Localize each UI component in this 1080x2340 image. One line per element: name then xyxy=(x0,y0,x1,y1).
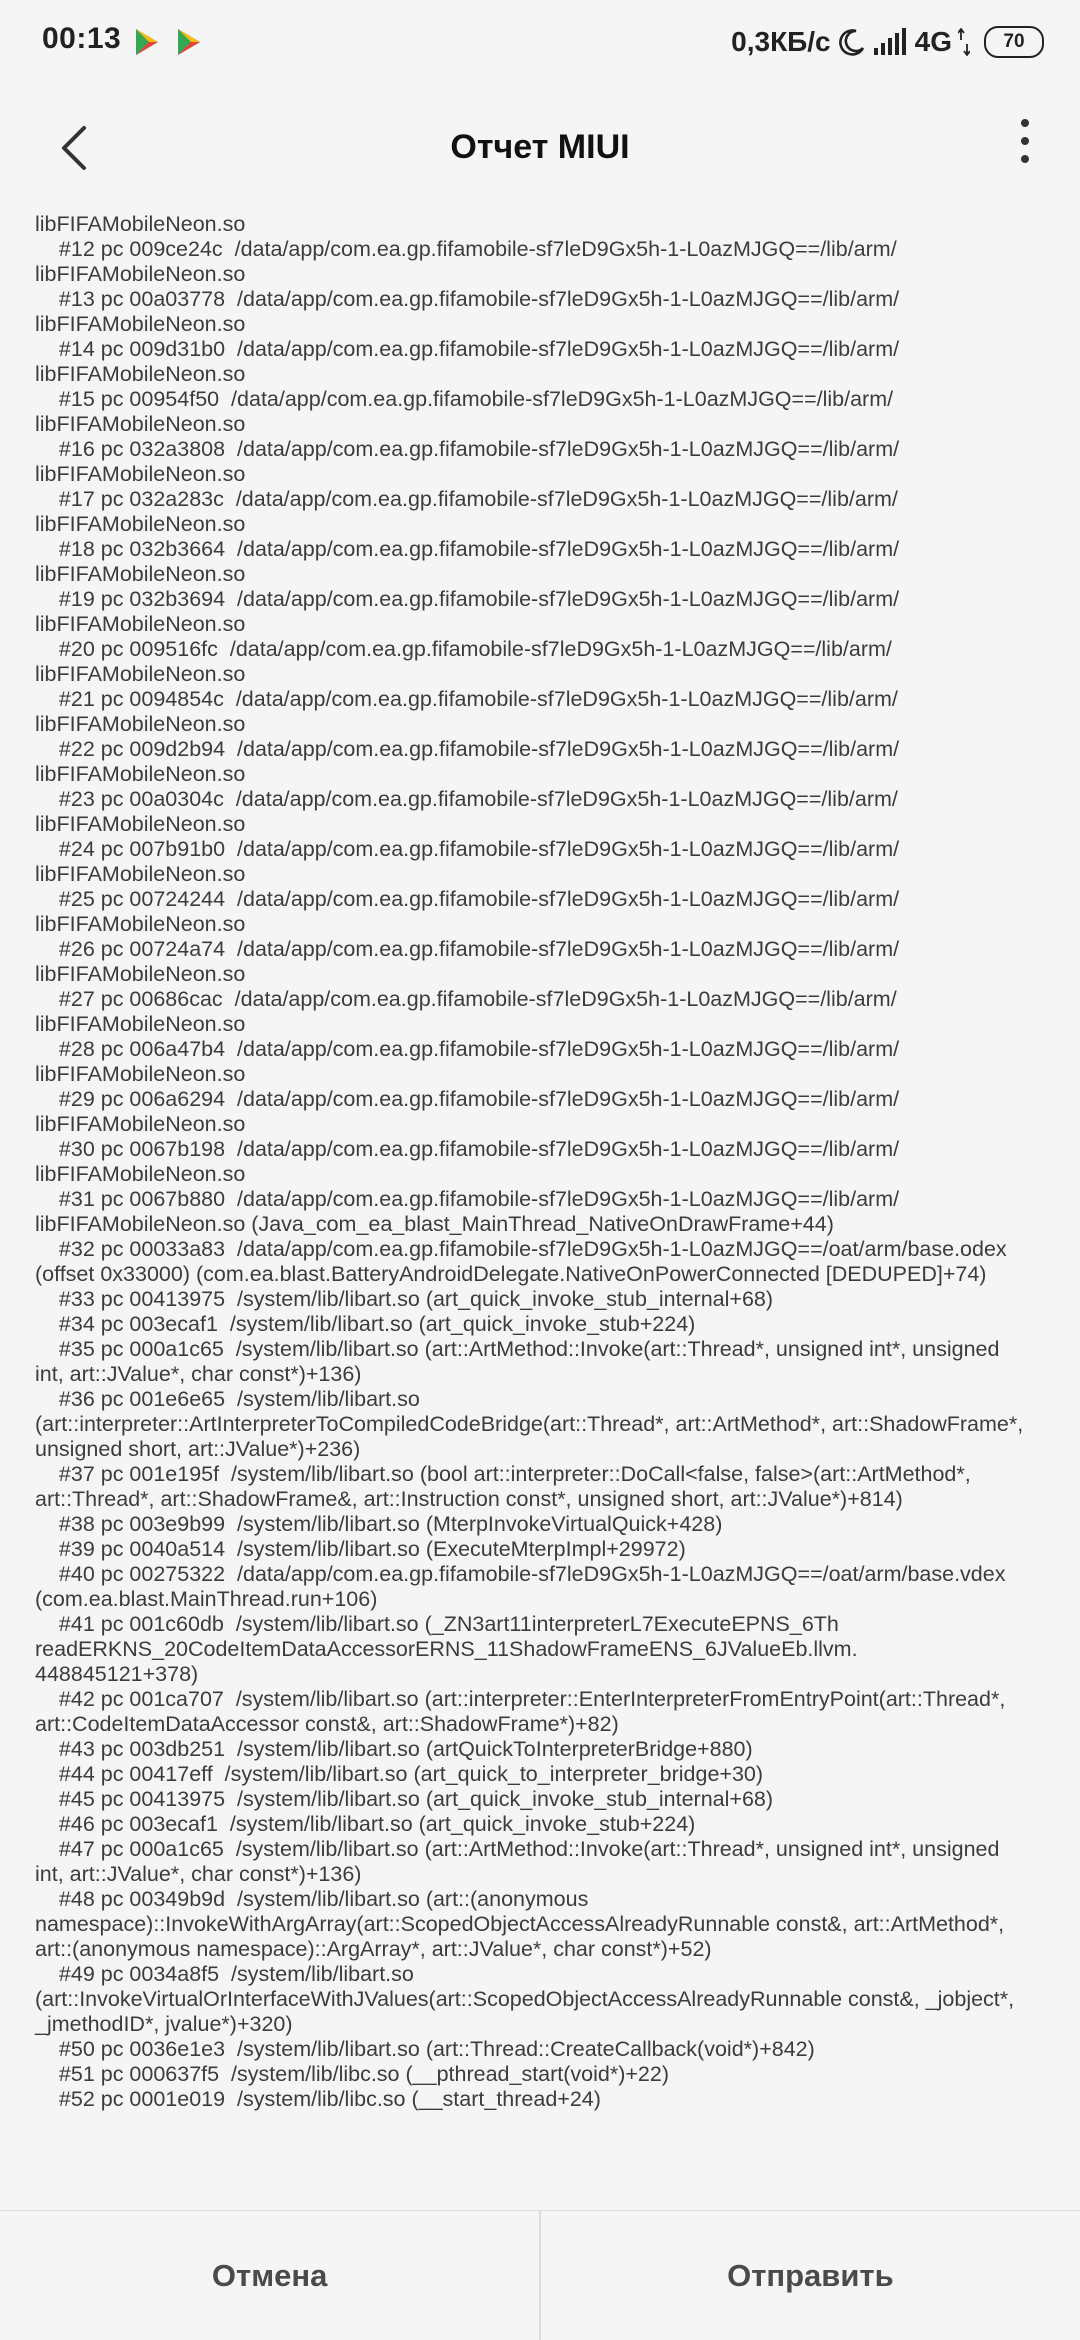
status-time: 00:13 xyxy=(42,22,122,55)
log-area[interactable] xyxy=(0,212,1080,2210)
status-bar xyxy=(0,0,1080,84)
battery-icon: 70 xyxy=(984,26,1044,58)
crash-log-text: libFIFAMobileNeon.so #12 pc 009ce24c /data/app/com.ea.gp.fifamobile-sf7leD9Gx5h-1-L0azMJGQ==/lib/arm/ libFIFAMobileNeon.so #13 pc 00a03778 /data/app/com.ea.gp.fifamobile-sf7leD9Gx5h-1-L0azMJGQ==/lib/arm/ libFIFAMobileNeon.so #14 pc 009d31b0 /data/app/com.ea.gp.fifamobile-sf7leD9Gx5h-1-L0azMJGQ==/lib/arm/ libFIFAMobileNeon.so #15 pc 00954f50 /data/app/com.ea.gp.fifamobile-sf7leD9Gx5h-1-L0azMJGQ==/lib/arm/ libFIFAMobileNeon.so #16 pc 032a3808 /data/app/com.ea.gp.fifamobile-sf7leD9Gx5h-1-L0azMJGQ==/lib/arm/ libFIFAMobileNeon.so #17 pc 032a283c /data/app/com.ea.gp.fifamobile-sf7leD9Gx5h-1-L0azMJGQ==/lib/arm/ libFIFAMobileNeon.so #18 pc 032b3664 /data/app/com.ea.gp.fifamobile-sf7leD9Gx5h-1-L0azMJGQ==/lib/arm/ libFIFAMobileNeon.so #19 pc 032b3694 /data/app/com.ea.gp.fifamobile-sf7leD9Gx5h-1-L0azMJGQ==/lib/arm/ libFIFAMobileNeon.so #20 pc 009516fc /data/app/com.ea.gp.fifamobile-sf7leD9Gx5h-1-L0azMJGQ==/lib/arm/ libFIFAMobileNeon.so #21 pc 0094854c /data/app/com.ea.gp.fifamobile-sf7leD9Gx5h-1-L0azMJGQ==/lib/arm/ libFIFAMobileNeon.so #22 pc 009d2b94 /data/app/com.ea.gp.fifamobile-sf7leD9Gx5h-1-L0azMJGQ==/lib/arm/ libFIFAMobileNeon.so #23 pc 00a0304c /data/app/com.ea.gp.fifamobile-sf7leD9Gx5h-1-L0azMJGQ==/lib/arm/ libFIFAMobileNeon.so #24 pc 007b91b0 /data/app/com.ea.gp.fifamobile-sf7leD9Gx5h-1-L0azMJGQ==/lib/arm/ libFIFAMobileNeon.so #25 pc 00724244 /data/app/com.ea.gp.fifamobile-sf7leD9Gx5h-1-L0azMJGQ==/lib/arm/ libFIFAMobileNeon.so #26 pc 00724a74 /data/app/com.ea.gp.fifamobile-sf7leD9Gx5h-1-L0azMJGQ==/lib/arm/ libFIFAMobileNeon.so #27 pc 00686cac /data/app/com.ea.gp.fifamobile-sf7leD9Gx5h-1-L0azMJGQ==/lib/arm/ libFIFAMobileNeon.so #28 pc 006a47b4 /data/app/com.ea.gp.fifamobile-sf7leD9Gx5h-1-L0azMJGQ==/lib/arm/ libFIFAMobileNeon.so #29 pc 006a6294 /data/app/com.ea.gp.fifamobile-sf7leD9Gx5h-1-L0azMJGQ==/lib/arm/ libFIFAMobileNeon.so #30 pc 0067b198 /data/app/com.ea.gp.fifamobile-sf7leD9Gx5h-1-L0azMJGQ==/lib/arm/ libFIFAMobileNeon.so #31 pc 0067b880 /data/app/com.ea.gp.fifamobile-sf7leD9Gx5h-1-L0azMJGQ==/lib/arm/ libFIFAMobileNeon.so (Java_com_ea_blast_MainThread_NativeOnDrawFrame+44) #32 pc 00033a83 /data/app/com.ea.gp.fifamobile-sf7leD9Gx5h-1-L0azMJGQ==/oat/arm/base.odex (offset 0x33000) (com.ea.blast.BatteryAndroidDelegate.NativeOnPowerConnected [DEDUPED]+74) #33 pc 00413975 /system/lib/libart.so (art_quick_invoke_stub_internal+68) #34 pc 003ecaf1 /system/lib/libart.so (art_quick_invoke_stub+224) #35 pc 000a1c65 /system/lib/libart.so (art::ArtMethod::Invoke(art::Thread*, unsigned int*, unsigned int, art::JValue*, char const*)+136) #36 pc 001e6e65 /system/lib/libart.so (art::interpreter::ArtInterpreterToCompiledCodeBridge(art::Thread*, art::ArtMethod*, art::ShadowFrame*, unsigned short, art::JValue*)+236) #37 pc 001e195f /system/lib/libart.so (bool art::interpreter::DoCall<false, false>(art::ArtMethod*, art::Thread*, art::ShadowFrame&, art::Instruction const*, unsigned short, art::JValue*)+814) #38 pc 003e9b99 /system/lib/libart.so (MterpInvokeVirtualQuick+428) #39 pc 0040a514 /system/lib/libart.so (ExecuteMterpImpl+29972) #40 pc 00275322 /data/app/com.ea.gp.fifamobile-sf7leD9Gx5h-1-L0azMJGQ==/oat/arm/base.vdex (com.ea.blast.MainThread.run+106) #41 pc 001c60db /system/lib/libart.so (_ZN3art11interpreterL7ExecuteEPNS_6Th readERKNS_20CodeItemDataAccessorERNS_11ShadowFrameENS_6JValueEb.llvm. 448845121+378) #42 pc 001ca707 /system/lib/libart.so (art::interpreter::EnterInterpreterFromEntryPoint(art::Thread*, art::CodeItemDataAccessor const&, art::ShadowFrame*)+82) #43 pc 003db251 /system/lib/libart.so (artQuickToInterpreterBridge+880) #44 pc 00417eff /system/lib/libart.so (art_quick_to_interpreter_bridge+30) #45 pc 00413975 /system/lib/libart.so (art_quick_invoke_stub_internal+68) #46 pc 003ecaf1 /system/lib/libart.so (art_quick_invoke_stub+224) #47 pc 000a1c65 /system/lib/libart.so (art::ArtMethod::Invoke(art::Thread*, unsigned int*, unsigned int, art::JValue*, char const*)+136) #48 pc 00349b9d /system/lib/libart.so (art::(anonymous namespace)::InvokeWithArgArray(art::ScopedObjectAccessAlreadyRunnable const&, art::ArtMethod*, art::(anonymous namespace)::ArgArray*, art::JValue*, char const*)+52) #49 pc 0034a8f5 /system/lib/libart.so (art::InvokeVirtualOrInterfaceWithJValues(art::ScopedObjectAccessAlreadyRunnable const&, _jobject*, _jmethodID*, jvalue*)+320) #50 pc 0036e1e3 /system/lib/libart.so (art::Thread::CreateCallback(void*)+842) #51 pc 000637f5 /system/lib/libc.so (__pthread_start(void*)+22) #52 pc 0001e019 /system/lib/libc.so (__start_thread+24) xyxy=(35,212,1024,2111)
network-type: 4G xyxy=(914,26,952,57)
play-store-icon xyxy=(134,28,160,56)
signal-icon xyxy=(873,28,909,56)
page-title: Отчет MIUI xyxy=(450,128,630,166)
data-arrows-icon xyxy=(958,28,970,56)
more-vertical-icon[interactable] xyxy=(1010,112,1040,172)
send-button[interactable]: Отправить xyxy=(541,2211,1080,2340)
moon-icon xyxy=(837,27,867,57)
header xyxy=(0,84,1080,212)
network-speed: 0,3КБ/с xyxy=(731,26,831,57)
play-store-icon xyxy=(176,28,202,56)
status-right xyxy=(731,22,1044,62)
footer xyxy=(0,2210,1080,2340)
cancel-button[interactable]: Отмена xyxy=(0,2211,539,2340)
